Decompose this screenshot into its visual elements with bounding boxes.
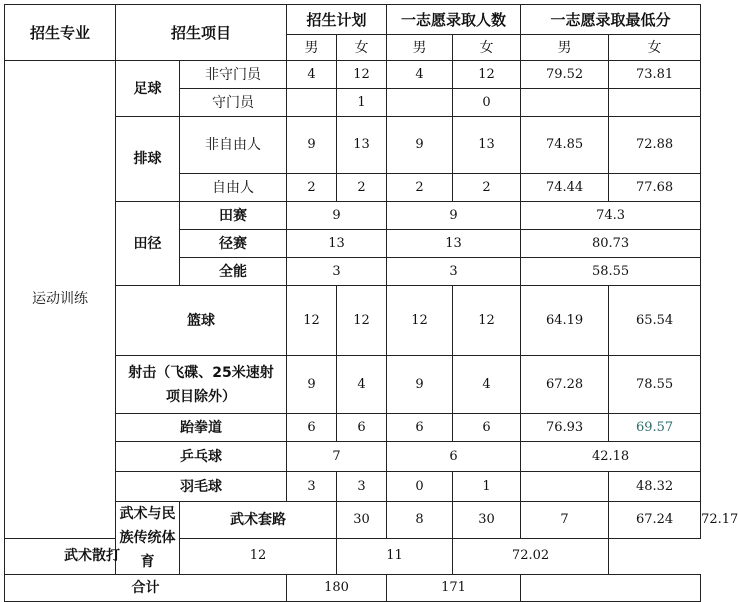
admit-total: 13 xyxy=(387,230,521,258)
plan-female: 12 xyxy=(337,61,387,89)
score-total: 42.18 xyxy=(521,442,701,472)
plan-total: 12 xyxy=(180,538,337,575)
project-name: 径赛 xyxy=(180,230,287,258)
score-female: 73.81 xyxy=(609,61,701,89)
admit-total: 6 xyxy=(387,442,521,472)
plan-male: 6 xyxy=(287,414,337,442)
admit-male: 6 xyxy=(387,414,453,442)
admit-male: 2 xyxy=(387,174,453,202)
score-male: 74.44 xyxy=(521,174,609,202)
header-admit: 一志愿录取人数 xyxy=(387,5,521,35)
admit-male: 9 xyxy=(387,356,453,414)
score-male xyxy=(521,472,609,502)
score-female: 77.68 xyxy=(609,174,701,202)
score-total: 58.55 xyxy=(521,258,701,286)
admit-male xyxy=(387,89,453,117)
admit-female: 12 xyxy=(453,286,521,356)
score-total: 74.3 xyxy=(521,202,701,230)
score-male: 74.85 xyxy=(521,117,609,174)
admit-female: 1 xyxy=(453,472,521,502)
project-name: 乒乓球 xyxy=(116,442,287,472)
score-total: 80.73 xyxy=(521,230,701,258)
plan-male: 4 xyxy=(287,61,337,89)
plan-female: 2 xyxy=(337,174,387,202)
admit-female: 13 xyxy=(453,117,521,174)
admit-male: 30 xyxy=(453,502,521,539)
score-male xyxy=(521,89,609,117)
group-athletics: 田径 xyxy=(116,202,180,286)
score-male: 76.93 xyxy=(521,414,609,442)
admit-male: 12 xyxy=(387,286,453,356)
admit-female: 2 xyxy=(453,174,521,202)
plan-male: 2 xyxy=(287,174,337,202)
score-female: 65.54 xyxy=(609,286,701,356)
plan-total: 13 xyxy=(287,230,387,258)
admit-female: 12 xyxy=(453,61,521,89)
header-minscore: 一志愿录取最低分 xyxy=(521,5,701,35)
admit-male: 4 xyxy=(387,61,453,89)
header-score-female: 女 xyxy=(609,35,701,61)
project-name: 射击（飞碟、25米速射项目除外） xyxy=(116,356,287,414)
score-female: 78.55 xyxy=(609,356,701,414)
header-score-male: 男 xyxy=(521,35,609,61)
admit-female: 0 xyxy=(453,89,521,117)
plan-total: 7 xyxy=(287,442,387,472)
score-male: 67.28 xyxy=(521,356,609,414)
total-score-empty xyxy=(521,575,701,602)
plan-male: 12 xyxy=(287,286,337,356)
score-male: 79.52 xyxy=(521,61,609,89)
project-name: 自由人 xyxy=(180,174,287,202)
header-plan: 招生计划 xyxy=(287,5,387,35)
project-name: 跆拳道 xyxy=(116,414,287,442)
plan-female: 8 xyxy=(387,502,453,539)
header-project: 招生项目 xyxy=(116,5,287,61)
plan-male xyxy=(287,89,337,117)
plan-female: 12 xyxy=(337,286,387,356)
plan-male: 30 xyxy=(337,502,387,539)
admit-total: 3 xyxy=(387,258,521,286)
plan-male: 3 xyxy=(287,472,337,502)
project-name: 非自由人 xyxy=(180,117,287,174)
major-sports: 运动训练 xyxy=(5,61,116,539)
admission-table: 招生专业 招生项目 招生计划 一志愿录取人数 一志愿录取最低分 男 女 男 女 男 女 运动训练 足球 非守门员 4 12 4 12 79.52 73.81 守门员 1 0 排球 非自由人 9 13 9 13 74.85 72.88 自由人 2 2 2 2 74.44 77.68 田径 田赛 9 9 74.3 径赛 13 13 80.73 全能 3 3 58.55 篮球 12 12 12 12 64.19 65.54 射击（飞碟、25米速射项目除外） 9 4 9 4 67.28 78.55 跆拳道 6 6 6 6 76.93 69.57 乒乓球 7 6 42.18 羽毛球 3 3 0 1 48.32 武术与民族传统体育 武术套路 30 8 30 7 67.24 72.17 武术散打 12 11 72.02 合计 180 171 xyxy=(4,4,701,602)
score-total: 72.02 xyxy=(453,538,609,575)
score-male: 67.24 xyxy=(609,502,701,539)
admit-total: 9 xyxy=(387,202,521,230)
admit-male: 0 xyxy=(387,472,453,502)
group-volleyball: 排球 xyxy=(116,117,180,202)
project-name: 武术套路 xyxy=(180,502,337,539)
plan-female: 1 xyxy=(337,89,387,117)
plan-female: 13 xyxy=(337,117,387,174)
header-admit-female: 女 xyxy=(453,35,521,61)
total-label: 合计 xyxy=(5,575,287,602)
total-plan: 180 xyxy=(287,575,387,602)
project-name: 篮球 xyxy=(116,286,287,356)
plan-total: 9 xyxy=(287,202,387,230)
plan-female: 4 xyxy=(337,356,387,414)
project-name: 守门员 xyxy=(180,89,287,117)
header-plan-female: 女 xyxy=(337,35,387,61)
plan-male: 9 xyxy=(287,356,337,414)
project-name: 田赛 xyxy=(180,202,287,230)
header-plan-male: 男 xyxy=(287,35,337,61)
group-football: 足球 xyxy=(116,61,180,117)
plan-total: 3 xyxy=(287,258,387,286)
plan-female: 3 xyxy=(337,472,387,502)
total-admit: 171 xyxy=(387,575,521,602)
admit-male: 9 xyxy=(387,117,453,174)
plan-female: 6 xyxy=(337,414,387,442)
score-female xyxy=(609,89,701,117)
admit-female: 6 xyxy=(453,414,521,442)
admit-total: 11 xyxy=(337,538,453,575)
plan-male: 9 xyxy=(287,117,337,174)
score-male: 64.19 xyxy=(521,286,609,356)
project-name: 全能 xyxy=(180,258,287,286)
score-female: 48.32 xyxy=(609,472,701,502)
header-admit-male: 男 xyxy=(387,35,453,61)
score-female: 72.88 xyxy=(609,117,701,174)
score-female: 69.57 xyxy=(609,414,701,442)
admit-female: 4 xyxy=(453,356,521,414)
major-wushu: 武术与民族传统体育 xyxy=(116,502,180,575)
project-name: 非守门员 xyxy=(180,61,287,89)
header-major: 招生专业 xyxy=(5,5,116,61)
admit-female: 7 xyxy=(521,502,609,539)
project-name: 武术散打 xyxy=(5,538,180,575)
project-name: 羽毛球 xyxy=(116,472,287,502)
